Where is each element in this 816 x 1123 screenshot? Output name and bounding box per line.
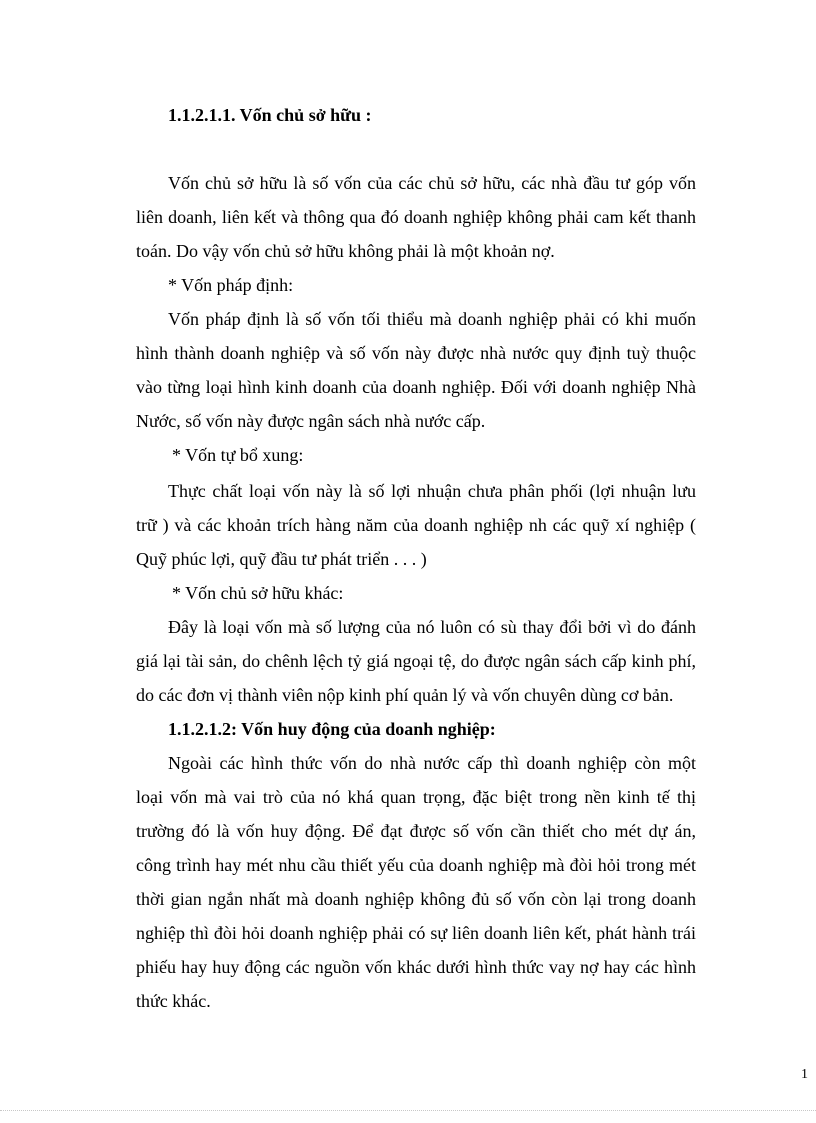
paragraph-line: loại vốn mà vai trò của nó khá quan trọng, đặc biệt trong nền kinh tế thị [136, 787, 696, 807]
bullet-legal-capital: * Vốn pháp định: [168, 275, 294, 295]
bullet-other-owner-equity: * Vốn chủ sở hữu khác: [172, 583, 344, 603]
paragraph-line: Quỹ phúc lợi, quỹ đầu tư phát triển . . . ) [136, 549, 427, 569]
paragraph-line: giá lại tài sản, do chênh lệch tỷ giá ngoại tệ, do được ngân sách cấp kinh phí, [136, 651, 696, 671]
paragraph-line: hình thành doanh nghiệp và số vốn này được nhà nước quy định tuỳ thuộc [136, 343, 696, 363]
paragraph-line: công trình hay mét nhu cầu thiết yếu của doanh nghiệp mà đòi hỏi trong mét [136, 855, 696, 875]
paragraph-line: Vốn chủ sở hữu là số vốn của các chủ sở hữu, các nhà đầu tư góp vốn [168, 173, 696, 193]
paragraph-line: Vốn pháp định là số vốn tối thiểu mà doanh nghiệp phải có khi muốn [168, 309, 696, 329]
paragraph-line: liên doanh, liên kết và thông qua đó doanh nghiệp không phải cam kết thanh [136, 207, 696, 227]
paragraph-line: phiếu hay huy động các nguồn vốn khác dưới hình thức vay nợ hay các hình [136, 957, 696, 977]
bullet-self-supplemented-capital: * Vốn tự bổ xung: [172, 445, 304, 465]
paragraph-line: thời gian ngắn nhất mà doanh nghiệp không đủ số vốn còn lại trong doanh [136, 889, 696, 909]
paragraph-line: vào từng loại hình kinh doanh của doanh nghiệp. Đối với doanh nghiệp Nhà [136, 377, 696, 397]
paragraph-line: thức khác. [136, 991, 211, 1011]
paragraph-line: toán. Do vậy vốn chủ sở hữu không phải là một khoản nợ. [136, 241, 555, 261]
paragraph-line: Đây là loại vốn mà số lượng của nó luôn có sù thay đổi bởi vì do đánh [168, 617, 696, 637]
section-heading-owner-equity: 1.1.2.1.1. Vốn chủ sở hữu : [168, 105, 372, 125]
section-heading-mobilized-capital: 1.1.2.1.2: Vốn huy động của doanh nghiệp: [168, 719, 496, 739]
paragraph-line: trường đó là vốn huy động. Để đạt được số vốn cần thiết cho mét dự án, [136, 821, 696, 841]
paragraph-line: nghiệp thì đòi hỏi doanh nghiệp phải có sự liên doanh liên kết, phát hành trái [136, 923, 696, 943]
page-bottom-divider [0, 1110, 816, 1111]
paragraph-line: do các đơn vị thành viên nộp kinh phí quản lý và vốn chuyên dùng cơ bản. [136, 685, 674, 705]
paragraph-line: Ngoài các hình thức vốn do nhà nước cấp thì doanh nghiệp còn một [168, 753, 696, 773]
page-number: 1 [801, 1067, 808, 1082]
paragraph-line: Nước, số vốn này được ngân sách nhà nước cấp. [136, 411, 486, 431]
paragraph-line: trữ ) và các khoản trích hàng năm của doanh nghiệp nh các quỹ xí nghiệp ( [136, 515, 696, 535]
paragraph-line: Thực chất loại vốn này là số lợi nhuận chưa phân phối (lợi nhuận lưu [168, 481, 696, 501]
